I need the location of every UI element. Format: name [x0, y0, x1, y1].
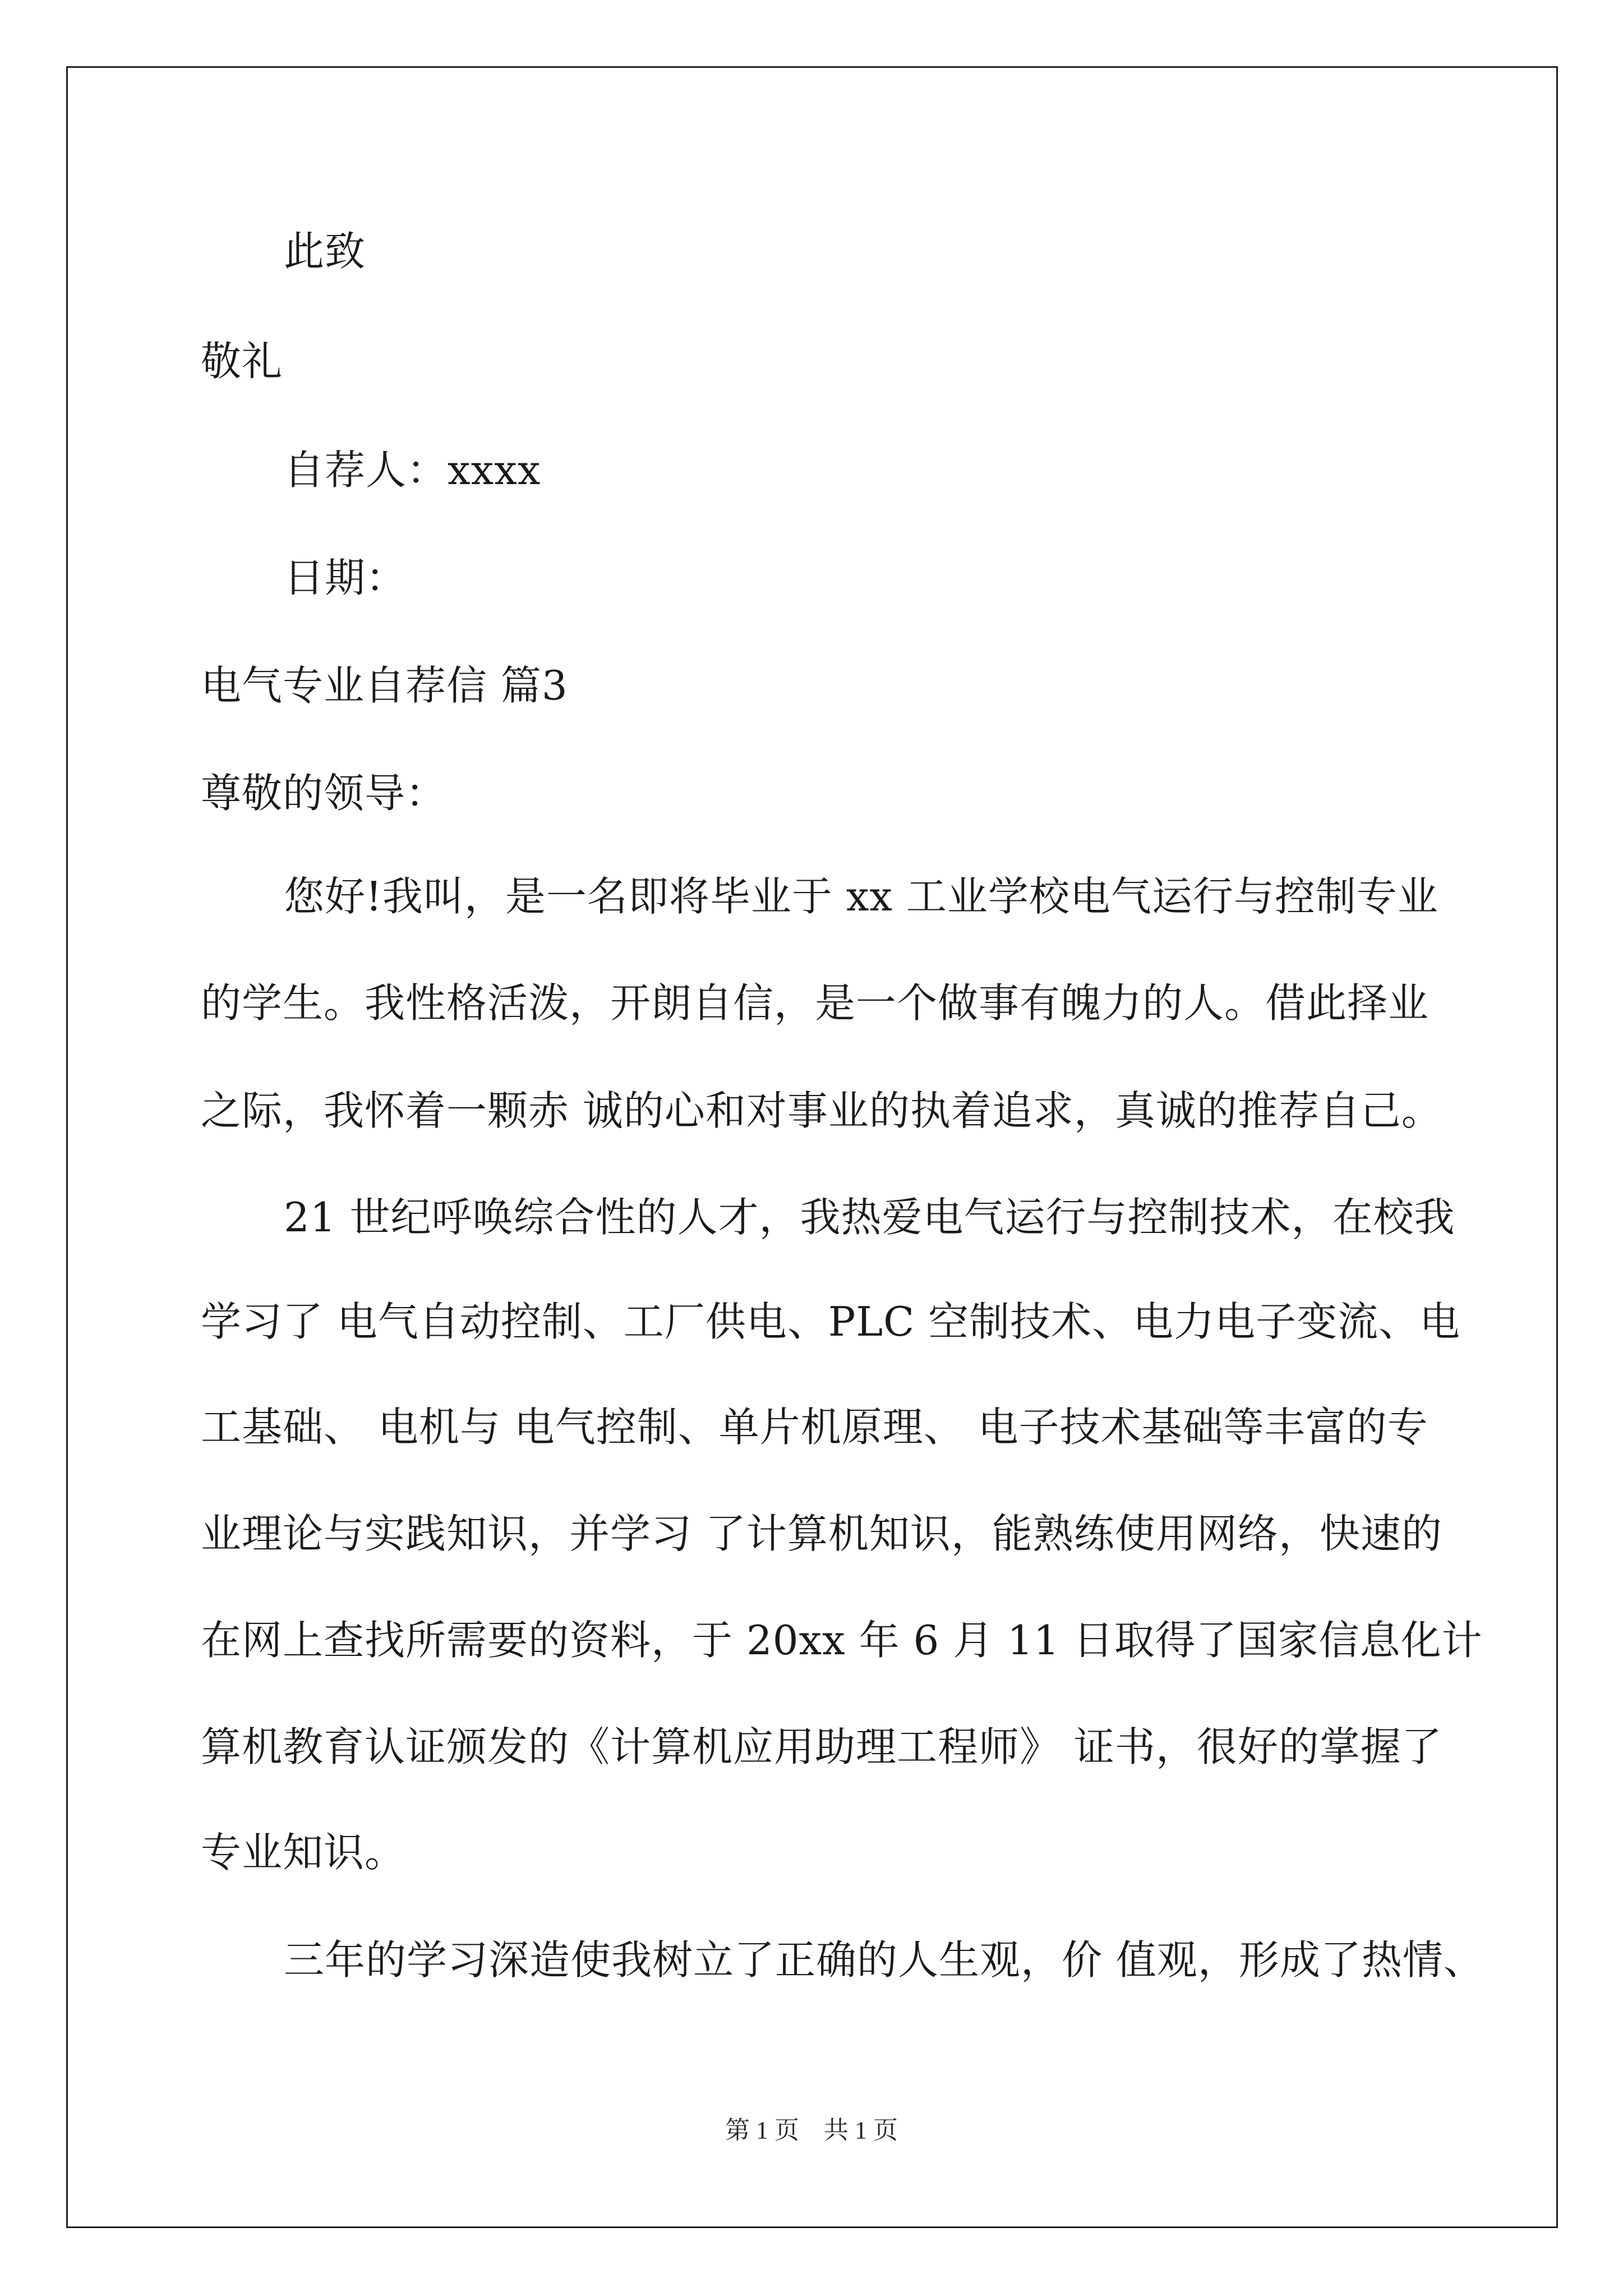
date-line: 日期： — [284, 554, 407, 601]
body-line: 算机教育认证颁发的《计算机应用助理工程师》 证书，很好的掌握了 — [201, 1723, 1442, 1770]
section-title: 电气专业自荐信 篇3 — [201, 662, 568, 709]
closing-salutation: 此致 — [284, 228, 366, 275]
body-line: 专业知识。 — [201, 1829, 406, 1876]
body-line: 学习了 电气自动控制、工厂供电、PLC 空制技术、电力电子变流、电 — [201, 1298, 1461, 1345]
signature-line: 自荐人：xxxx — [284, 447, 541, 494]
body-line: 业理论与实践知识，并学习 了计算机知识，能熟练使用网络，快速的 — [201, 1510, 1442, 1557]
body-line: 三年的学习深造使我树立了正确的人生观，价 值观，形成了热情、 — [284, 1936, 1484, 1984]
closing-regards: 敬礼 — [201, 338, 283, 385]
body-line: 您好!我叫，是一名即将毕业于 xx 工业学校电气运行与控制专业 — [284, 873, 1438, 920]
body-line: 21 世纪呼唤综合性的人才，我热爱电气运行与控制技术，在校我 — [284, 1194, 1455, 1241]
body-line: 在网上查找所需要的资料，于 20xx 年 6 月 11 日取得了国家信息化计 — [201, 1617, 1483, 1664]
greeting: 尊敬的领导： — [201, 770, 447, 817]
body-line: 工基础、 电机与 电气控制、单片机原理、 电子技术基础等丰富的专 — [201, 1404, 1428, 1451]
page-border — [66, 66, 1558, 2228]
page-footer: 第 1 页 共 1 页 — [725, 2116, 898, 2144]
body-line: 的学生。我性格活泼，开朗自信，是一个做事有魄力的人。借此择业 — [201, 979, 1430, 1027]
body-line: 之际，我怀着一颗赤 诚的心和对事业的执着追求，真诚的推荐自己。 — [201, 1087, 1442, 1134]
